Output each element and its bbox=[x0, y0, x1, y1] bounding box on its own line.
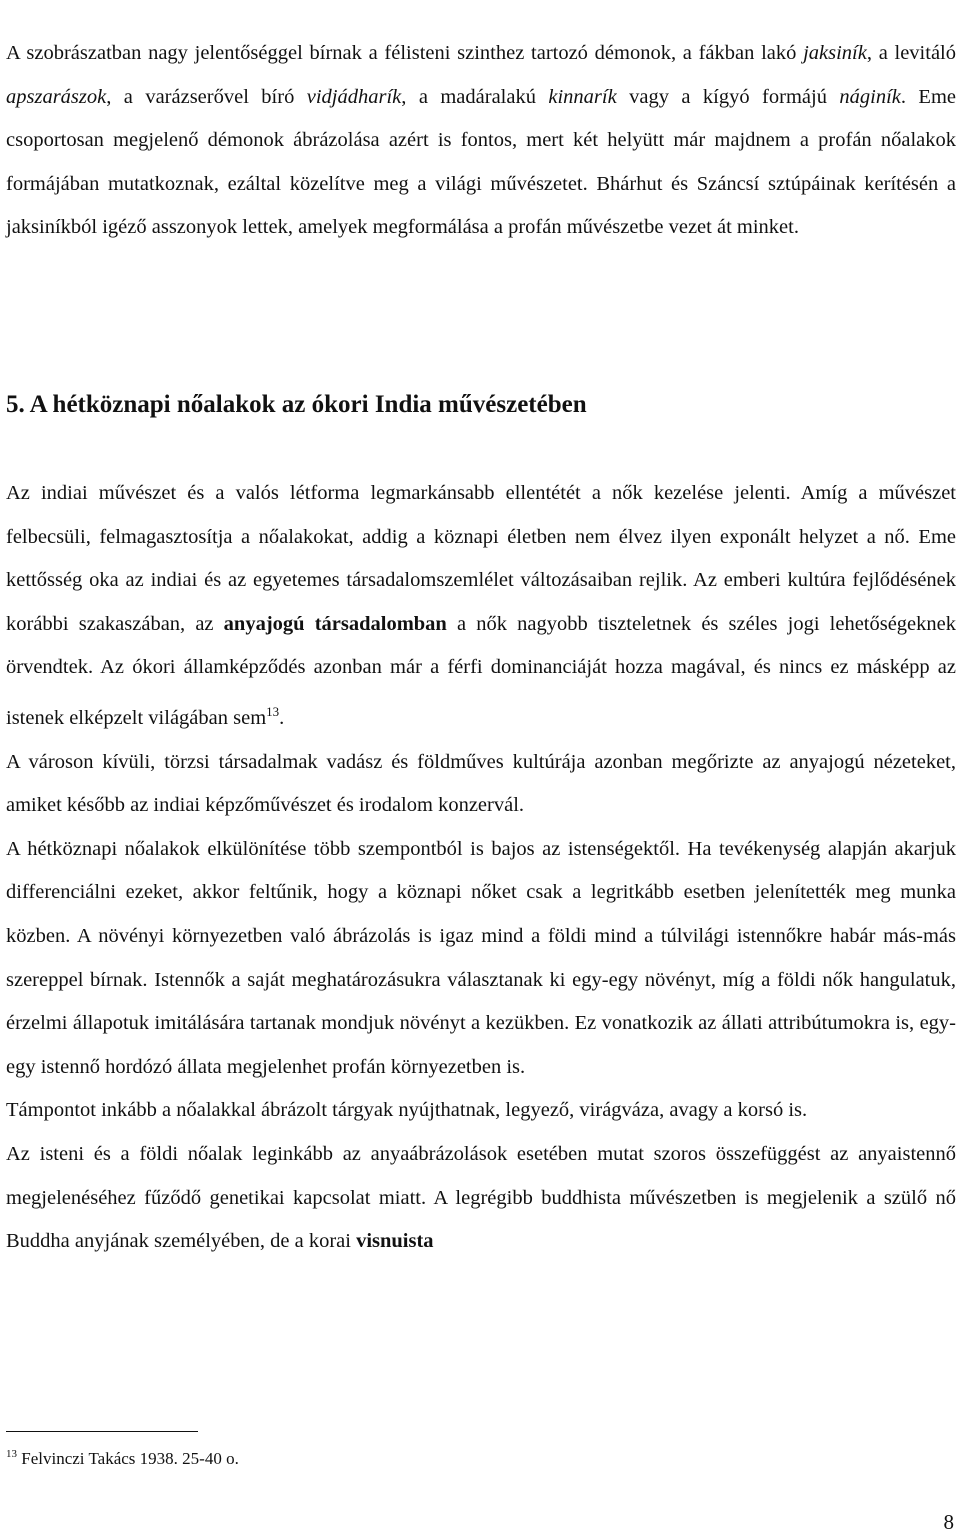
text-run: , a varázserővel bíró bbox=[106, 85, 307, 108]
term-anyajogu-tarsadalom: anyajogú társadalomban bbox=[223, 612, 447, 635]
page-number: 8 bbox=[943, 1510, 954, 1534]
term-kinnarik: kinnarík bbox=[548, 85, 617, 108]
paragraph-separation: A hétköznapi nőalakok elkülönítése több szempontból is bajos az istenségektől. Ha tevékenység alapján akarjuk differenciálni ezeket, akkor feltűnik, hogy a köznapi nőket csak a legritkább esetben jelenítették meg munka közben. A növényi környezetben való ábrázolás is igaz mind a földi mind a túlvilági istennőkre habár más-más szereppel bírnak. Istennők a saját meghatározásukra választanak ki egy-egy növényt, míg a földi nők hangulatuk, érzelmi állapotuk imitálására tartanak mondjuk növényt a kezükben. Ez vonatkozik az állati attribútumokra is, egy-egy istennő hordózó állata megjelenhet profán környezetben is. bbox=[6, 837, 956, 1078]
intro-paragraph bbox=[6, 32, 956, 250]
text-run: , a levitáló bbox=[866, 42, 956, 64]
footnote-reference[interactable]: 13 bbox=[266, 703, 280, 719]
term-naginik: náginík bbox=[839, 85, 901, 108]
footnote bbox=[6, 1440, 956, 1473]
text-run: a nők nagyobb tiszteletnek és széles jogi lehetőségeknek örvendtek. Az ókori államképződés azonban már a férfi dominanciáját hozza magával, és nincs ez másképp az istenek elképzelt világában sem bbox=[6, 612, 957, 729]
text-run: Az isteni és a földi nőalak leginkább az anyaábrázolások esetében mutat szoros összefüggést az anyaistennő megjelenéséhez fűződő genetikai kapcsolat miatt. A legrégibb buddhista művészetben is megjelenik a szülő nő Buddha anyjának személyében, de a korai bbox=[6, 1142, 956, 1253]
paragraph-objects: Támpontot inkább a nőalakkal ábrázolt tárgyak nyújthatnak, legyező, virágváza, avagy a korsó is. bbox=[6, 1099, 808, 1122]
footnote-divider bbox=[6, 1431, 198, 1432]
term-apszaraszok: apszarászok bbox=[6, 85, 107, 108]
footnote-number: 13 bbox=[6, 1448, 17, 1460]
text-run: Az indiai művészet és a valós létforma legmarkánsabb ellentétét a nők kezelése jelenti. Amíg a művészet felbecsüli, felmagasztosítja a nőalakokat, addig a köznapi életben nem élvez ilyen exponált helyzet a nő. Eme kettősség oka az indiai és az egyetemes társadalomszemlélet változásaiban rejlik. Az emberi kultúra fejlődésének korábbi szakaszában, az bbox=[6, 482, 956, 635]
text-run: vagy a kígyó formájú bbox=[616, 85, 840, 108]
paragraph-mother-depictions bbox=[6, 1133, 956, 1264]
section-heading: 5. A hétköznapi nőalakok az ókori India művészetében bbox=[6, 391, 587, 418]
text-run: , a madáralakú bbox=[401, 85, 549, 108]
term-visnuista: visnuista bbox=[356, 1230, 434, 1253]
footnote-text: Felvinczi Takács 1938. 25-40 o. bbox=[17, 1449, 239, 1468]
text-run: A szobrászatban nagy jelentőséggel bírnak a félisteni szinthez tartozó démonok, a fákban lakó bbox=[6, 42, 804, 64]
section-body bbox=[6, 472, 956, 1264]
term-vidjadharik: vidjádharík bbox=[306, 85, 402, 108]
term-jaksinik: jaksiník bbox=[803, 42, 867, 64]
text-run: . bbox=[279, 706, 285, 729]
paragraph-tribal-societies: A városon kívüli, törzsi társadalmak vadász és földműves kultúrája azonban megőrizte az anyajogú nézeteket, amiket később az indiai képzőművészet és irodalom konzervál. bbox=[6, 750, 956, 817]
text-run: . Eme csoportosan megjelenő démonok ábrázolása azért is fontos, mert két helyütt már majdnem a profán nőalakok formájában mutatkoznak, ezáltal közelítve meg a világi művészetet. Bhárhut és Száncsí sztúpáinak kerítésén a jaksiníkból igéző asszonyok lettek, amelyek megformálása a profán művészetbe vezet át minket. bbox=[6, 85, 956, 239]
paragraph-women-treatment bbox=[6, 472, 956, 741]
